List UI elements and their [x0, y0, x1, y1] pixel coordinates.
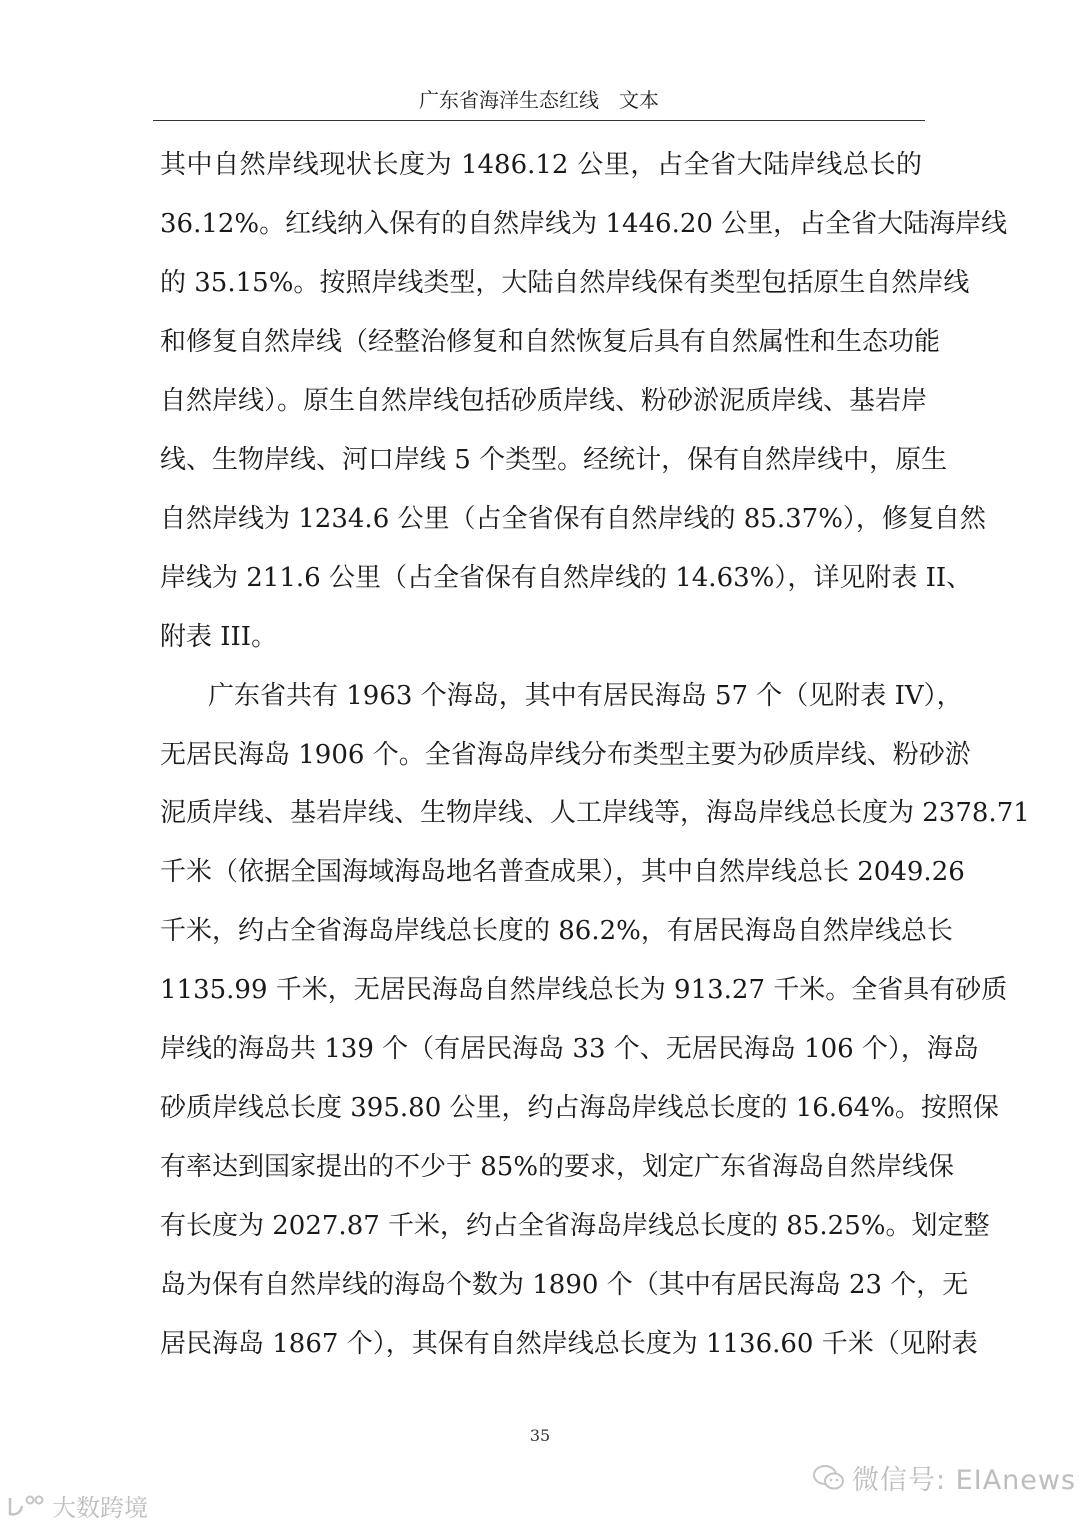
brand-text: 大数跨境 — [52, 1494, 148, 1522]
text-line: 附表 III。 — [160, 621, 278, 652]
text-line: 和修复自然岸线（经整治修复和自然恢复后具有自然属性和生态功能 — [160, 326, 941, 357]
text-line: 有率达到国家提出的不少于 85%的要求，划定广东省海岛自然岸线保 — [160, 1152, 955, 1183]
running-header: 广东省海洋生态红线 文本 — [419, 88, 659, 112]
text-line: 岛为保有自然岸线的海岛个数为 1890 个（其中有居民海岛 23 个，无 — [160, 1270, 969, 1301]
text-line: 岸线为 211.6 公里（占全省保有自然岸线的 14.63%），详见附表 II、 — [160, 562, 973, 593]
text-line: 无居民海岛 1906 个。全省海岛岸线分布类型主要为砂质岸线、粉砂淤 — [160, 739, 971, 770]
wechat-id-text: 微信号: EIAnews — [852, 1465, 1077, 1496]
wechat-watermark — [812, 1458, 1076, 1500]
page-number: 35 — [529, 1426, 551, 1445]
paragraph-1 — [160, 136, 1008, 667]
paragraph-2 — [160, 667, 1030, 1374]
text-line: 1135.99 千米，无居民海岛自然岸线总长为 913.27 千米。全省具有砂质 — [160, 975, 1008, 1006]
text-line: 有长度为 2027.87 千米，约占全省海岛岸线总长度的 85.25%。划定整 — [160, 1211, 990, 1242]
text-line: 砂质岸线总长度 395.80 公里，约占海岛岸线总长度的 16.64%。按照保 — [160, 1093, 999, 1124]
wechat-icon — [812, 1463, 846, 1500]
text-line: 36.12%。红线纳入保有的自然岸线为 1446.20 公里，占全省大陆海岸线 — [160, 208, 1008, 239]
brand-watermark — [6, 1488, 148, 1524]
brand-logo-icon — [6, 1494, 46, 1524]
text-line: 自然岸线为 1234.6 公里（占全省保有自然岸线的 85.37%），修复自然 — [160, 503, 986, 534]
text-line: 的 35.15%。按照岸线类型，大陆自然岸线保有类型包括原生自然岸线 — [160, 267, 970, 298]
text-line: 千米（依据全国海域海岛地名普查成果），其中自然岸线总长 2049.26 — [160, 857, 965, 888]
text-line: 自然岸线）。原生自然岸线包括砂质岸线、粉砂淤泥质岸线、基岩岸 — [160, 385, 928, 416]
text-line: 居民海岛 1867 个），其保有自然岸线总长度为 1136.60 千米（见附表 — [160, 1329, 978, 1360]
text-line: 广东省共有 1963 个海岛，其中有居民海岛 57 个（见附表 IV）， — [208, 680, 963, 711]
text-line: 岸线的海岛共 139 个（有居民海岛 33 个、无居民海岛 106 个），海岛 — [160, 1034, 979, 1065]
document-body — [160, 136, 1030, 1374]
text-line: 泥质岸线、基岩岸线、生物岸线、人工岸线等，海岛岸线总长度为 2378.71 — [160, 798, 1030, 829]
text-line: 千米，约占全省海岛岸线总长度的 86.2%，有居民海岛自然岸线总长 — [160, 916, 953, 947]
header-rule — [153, 120, 925, 121]
text-line: 其中自然岸线现状长度为 1486.12 公里，占全省大陆岸线总长的 — [160, 150, 922, 180]
text-line: 线、生物岸线、河口岸线 5 个类型。经统计，保有自然岸线中，原生 — [160, 444, 948, 475]
